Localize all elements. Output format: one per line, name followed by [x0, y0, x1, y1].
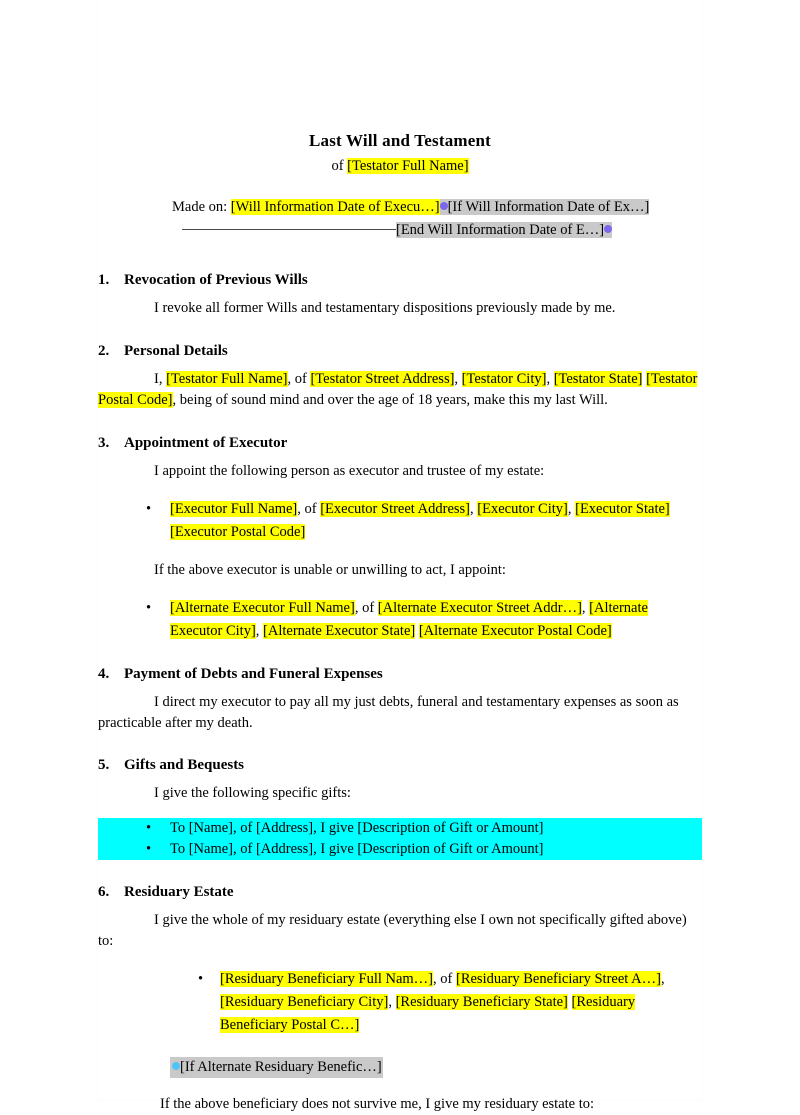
token-conditional-alternate-residuary[interactable]: [If Alternate Residuary Benefic…] — [180, 1058, 382, 1075]
conditional-close-wrap[interactable] — [396, 222, 612, 238]
token-testator-postal[interactable]: [Testator Postal Code] — [98, 370, 698, 408]
section-residuary-estate — [98, 860, 702, 1115]
section-3-number: 3. — [98, 434, 110, 451]
section-2-tail: , being of sound mind and over the age of 18 years, make this my last Will. — [172, 391, 608, 408]
section-2-title: Personal Details — [124, 342, 228, 359]
document-body — [98, 0, 702, 1115]
section-3-fallback-intro: If the above executor is unable or unwilling to act, I appoint: — [154, 561, 506, 578]
section-4-heading — [98, 664, 702, 684]
signature-leader-line — [182, 229, 396, 230]
conditional-dot-icon-3 — [172, 1062, 180, 1070]
bullet-icon: • — [146, 500, 152, 517]
section-2-number: 2. — [98, 342, 110, 359]
token-testator-street[interactable]: [Testator Street Address] — [310, 370, 455, 387]
section-3-title: Appointment of Executor — [124, 434, 288, 451]
section-3-intro: I appoint the following person as executor and trustee of my estate: — [154, 462, 545, 479]
section-5-number: 5. — [98, 756, 110, 773]
token-gift-2[interactable]: To [Name], of [Address], I give [Description of Gift or Amount] — [170, 840, 544, 857]
bullet-icon: • — [146, 819, 152, 836]
made-on-label: Made on: — [172, 198, 228, 215]
made-on-row-2 — [172, 219, 692, 242]
document-subtitle — [98, 151, 702, 175]
token-testator-full-name-2[interactable]: [Testator Full Name] — [166, 370, 288, 387]
section-6-number: 6. — [98, 883, 110, 900]
section-1-title: Revocation of Previous Wills — [124, 271, 308, 288]
token-residuary-city[interactable]: [Residuary Beneficiary City] — [220, 993, 389, 1010]
conditional-dot-icon-2 — [604, 225, 612, 233]
section-6-heading — [98, 882, 702, 902]
section-5-intro: I give the following specific gifts: — [154, 784, 351, 801]
section-4-number: 4. — [98, 665, 110, 682]
section-5-heading — [98, 755, 702, 775]
alternate-executor-list — [98, 597, 702, 643]
conditional-alternate-row — [98, 1057, 702, 1078]
token-residuary-postal[interactable]: [Residuary Beneficiary Postal C…] — [220, 993, 636, 1033]
section-5-title: Gifts and Bequests — [124, 756, 245, 773]
token-residuary-street[interactable]: [Residuary Beneficiary Street A…] — [455, 970, 661, 987]
bullet-icon: • — [146, 840, 152, 857]
token-will-date-of-execution[interactable]: [Will Information Date of Execu…] — [230, 198, 440, 215]
token-residuary-full-name[interactable]: [Residuary Beneficiary Full Nam…] — [220, 970, 434, 987]
sep-of-1: , of — [287, 370, 311, 387]
token-alt-executor-full-name[interactable]: [Alternate Executor Full Name] — [170, 599, 355, 616]
section-6-fallback-intro: If the above beneficiary does not survive me, I give my residuary estate to: — [160, 1095, 595, 1112]
residuary-beneficiary-list — [98, 968, 702, 1037]
token-testator-city[interactable]: [Testator City] — [461, 370, 547, 387]
sep-of-2: , of — [297, 500, 321, 517]
token-executor-street[interactable]: [Executor Street Address] — [320, 500, 471, 517]
document-page — [98, 0, 702, 1112]
sep-comma-6: , — [255, 622, 264, 639]
token-testator-full-name[interactable]: [Testator Full Name] — [347, 157, 469, 174]
section-4-body: I direct my executor to pay all my just debts, funeral and testamentary expenses as soon as practicable after my death. — [98, 693, 679, 731]
sep-of-3: , of — [354, 599, 378, 616]
token-alt-executor-city[interactable]: [Alternate Executor City] — [170, 599, 648, 639]
sep-comma-2: , — [546, 370, 554, 387]
token-alt-executor-street[interactable]: [Alternate Executor Street Addr…] — [377, 599, 582, 616]
conditional-dot-icon — [440, 202, 448, 210]
section-2-intro: I, — [154, 370, 167, 387]
section-2-heading — [98, 341, 702, 361]
list-item-gift[interactable] — [98, 818, 702, 839]
token-conditional-open[interactable]: [If Will Information Date of Ex…] — [447, 198, 650, 215]
token-executor-city[interactable]: [Executor City] — [477, 500, 568, 517]
section-6-intro: I give the whole of my residuary estate (everything else I own not specifically gifted above) to: — [98, 911, 687, 949]
section-2-body — [98, 369, 702, 411]
sep-comma-7: , — [660, 970, 665, 987]
bullet-icon: • — [198, 970, 204, 987]
sep-comma-3: , — [470, 500, 478, 517]
section-3-heading — [98, 433, 702, 453]
section-1-body: I revoke all former Wills and testamentary dispositions previously made by me. — [154, 299, 616, 316]
section-1-heading — [98, 270, 702, 290]
token-executor-state[interactable]: [Executor State] — [575, 500, 670, 517]
section-4-title: Payment of Debts and Funeral Expenses — [124, 665, 383, 682]
list-item-gift[interactable] — [98, 839, 702, 860]
token-executor-postal[interactable]: [Executor Postal Code] — [170, 523, 306, 540]
section-1-number: 1. — [98, 271, 110, 288]
sep-comma-8: , — [388, 993, 396, 1010]
section-appointment-of-executor — [98, 411, 702, 643]
token-executor-full-name[interactable]: [Executor Full Name] — [170, 500, 298, 517]
token-alt-executor-state[interactable]: [Alternate Executor State] — [263, 622, 416, 639]
sep-space-5 — [568, 994, 572, 1010]
conditional-alternate-wrap[interactable] — [170, 1057, 383, 1078]
section-revocation — [98, 242, 702, 319]
sep-of-4: , of — [433, 970, 456, 987]
section-payment-of-debts — [98, 643, 702, 734]
token-alt-executor-postal[interactable]: [Alternate Executor Postal Code] — [418, 622, 612, 639]
section-6-title: Residuary Estate — [124, 883, 234, 900]
token-conditional-close[interactable]: [End Will Information Date of E…] — [396, 221, 605, 238]
bullet-icon: • — [146, 599, 152, 616]
token-residuary-state[interactable]: [Residuary Beneficiary State] — [395, 993, 568, 1010]
section-gifts-and-bequests — [98, 734, 702, 860]
sep-comma-1: , — [454, 370, 462, 387]
made-on-block — [98, 175, 702, 242]
conditional-open-wrap[interactable] — [440, 199, 650, 215]
list-item-residuary-beneficiary — [98, 968, 702, 1037]
gifts-list — [98, 818, 702, 860]
sep-comma-5: , — [581, 599, 590, 616]
document-title: Last Will and Testament — [308, 131, 492, 150]
sep-comma-4: , — [567, 500, 576, 517]
token-gift-1[interactable]: To [Name], of [Address], I give [Description of Gift or Amount] — [170, 819, 544, 836]
executor-list — [98, 498, 702, 544]
list-item-alternate-executor — [98, 597, 702, 643]
token-testator-state[interactable]: [Testator State] — [553, 370, 643, 387]
section-personal-details — [98, 319, 702, 411]
list-item-executor — [98, 498, 702, 544]
subtitle-prefix: of — [331, 157, 348, 174]
